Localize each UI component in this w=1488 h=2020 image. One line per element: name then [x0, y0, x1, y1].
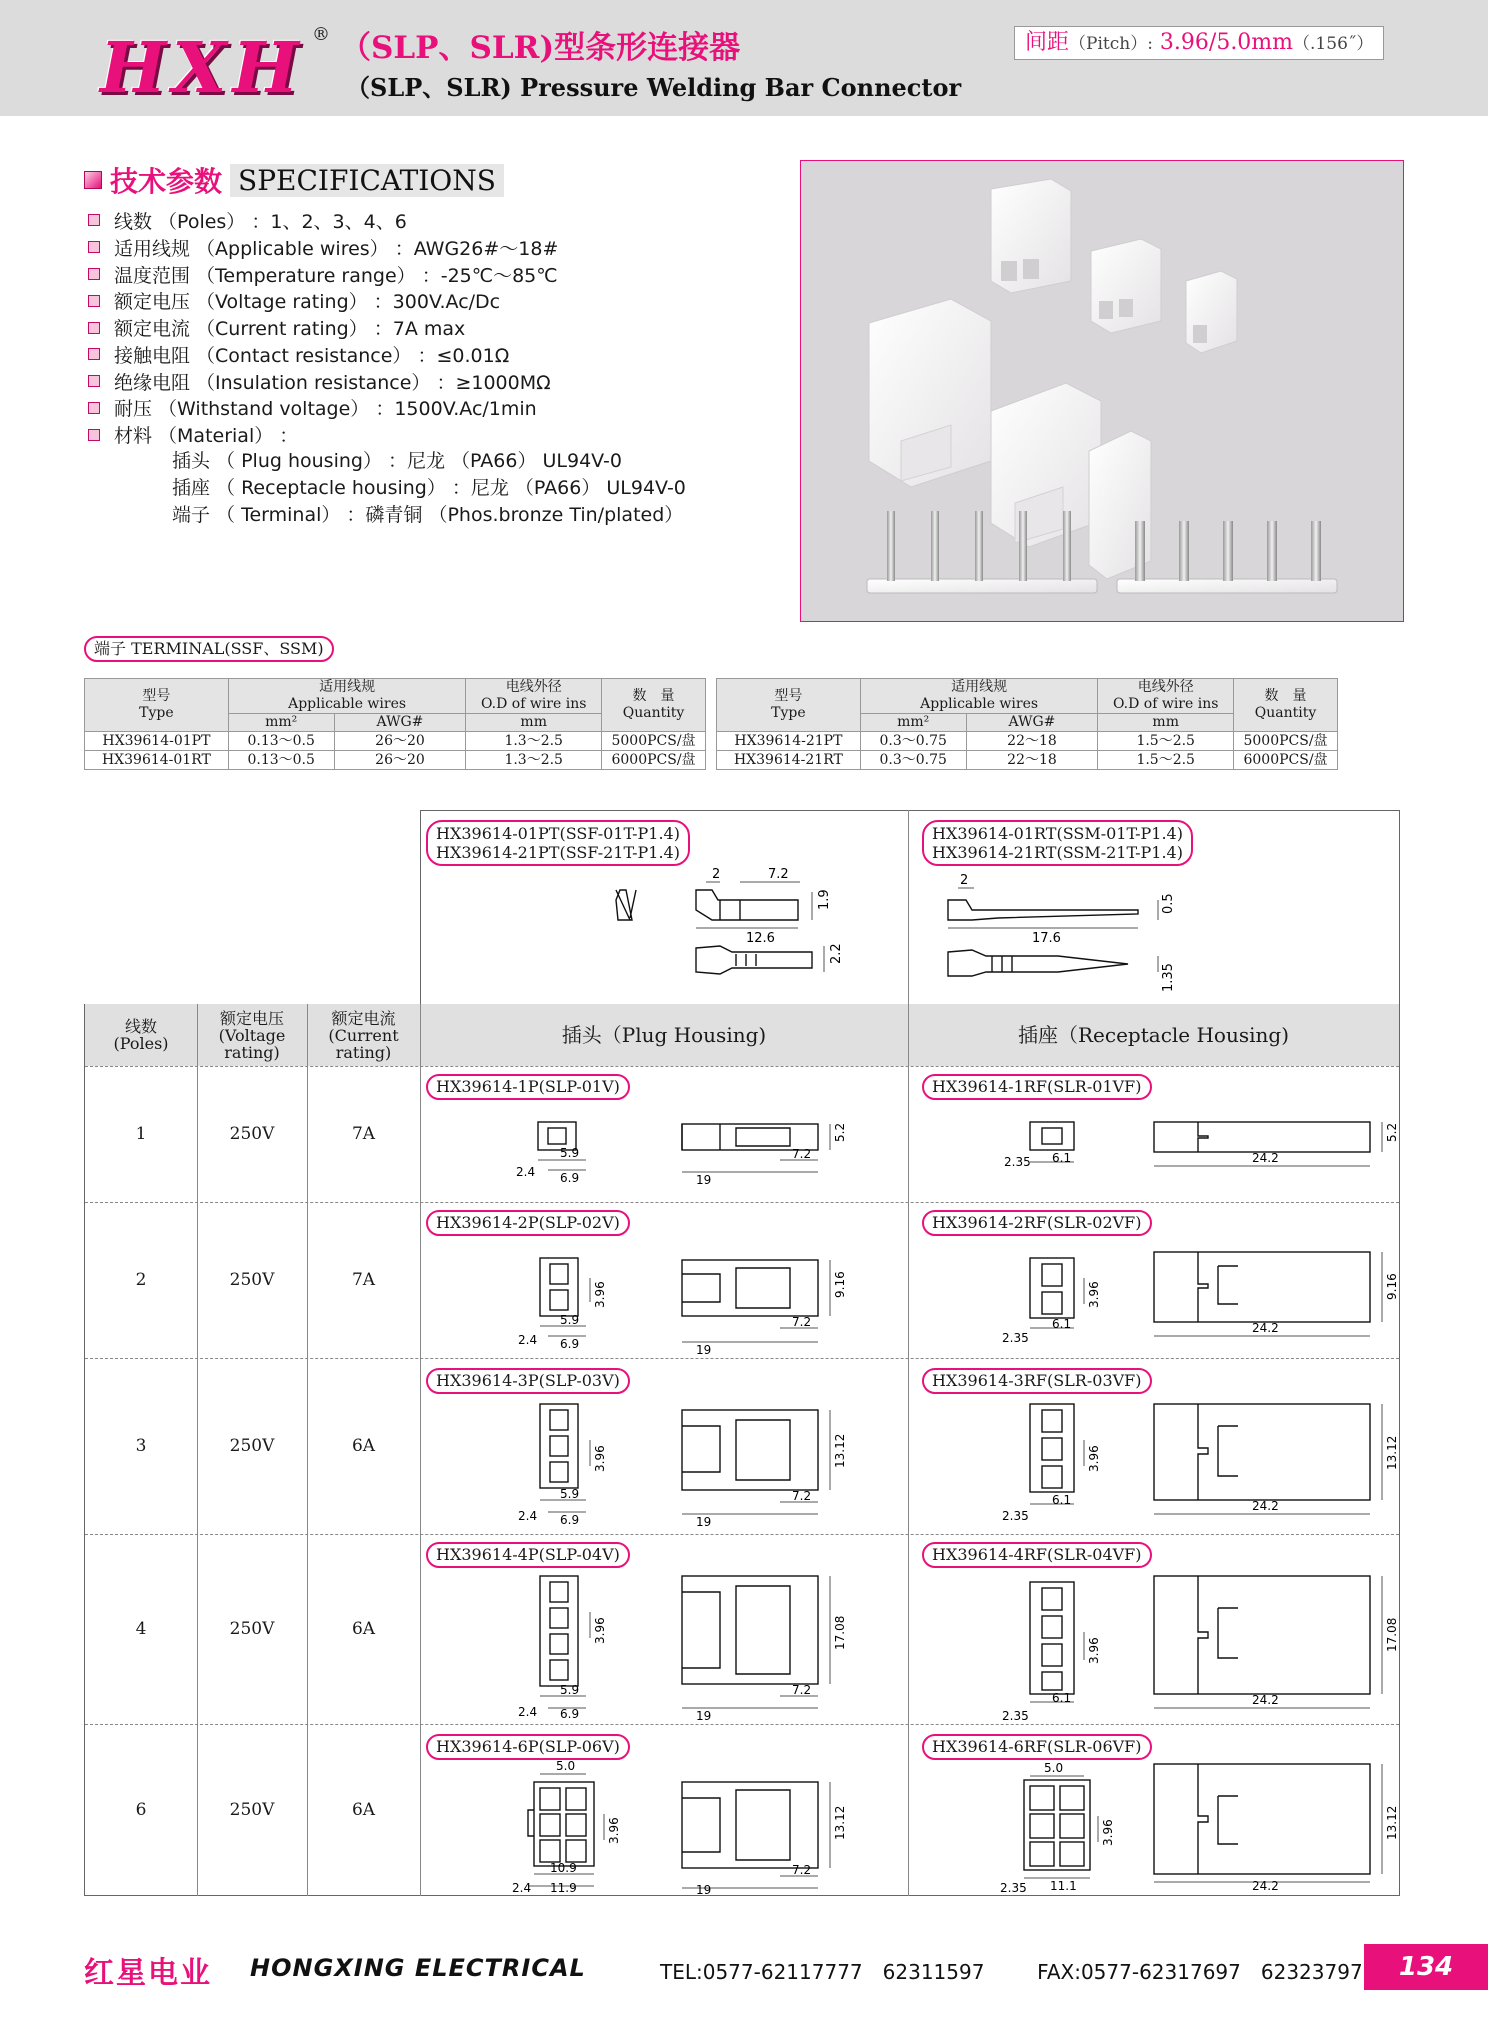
dim-label: 13.12 — [1385, 1435, 1399, 1470]
spec-text: 温度范围 （Temperature range） ：-25℃～85℃ — [114, 264, 558, 287]
dim-label: 2 — [712, 867, 721, 882]
dim-label: 3.96 — [1087, 1281, 1101, 1308]
table-row: HX39614-21PT 0.3～0.75 22～18 1.5～2.5 5000PCS/盘 — [717, 732, 1338, 751]
th-poles: 线数 (Poles) — [85, 1004, 197, 1066]
dim-label: 6.9 — [560, 1707, 580, 1721]
dim-label: 2.4 — [518, 1509, 538, 1523]
dim-label: 11.1 — [1050, 1879, 1077, 1893]
plug-1p-drawing — [420, 1110, 908, 1200]
cell-voltage: 250V — [229, 1800, 275, 1820]
dim-label: 2.35 — [1004, 1155, 1031, 1169]
square-bullet-icon — [88, 375, 100, 387]
cell-poles: 1 — [135, 1124, 147, 1144]
spec-text: 材料 （Material） ： — [114, 425, 299, 448]
dim-label: 9.16 — [833, 1271, 847, 1298]
cell-current: 6A — [351, 1436, 376, 1456]
dim-label: 5.9 — [560, 1487, 580, 1501]
receptacle-part-label: HX39614-2RF(SLR-02VF) — [922, 1210, 1152, 1236]
spec-item — [88, 421, 788, 448]
spec-item — [88, 395, 788, 422]
dim-label: 6.1 — [1052, 1691, 1072, 1705]
square-bullet-icon — [88, 322, 100, 334]
connector-photo-illustration — [801, 161, 1404, 622]
receptacle-6p-drawing — [908, 1760, 1400, 1894]
dim-label: 6.1 — [1052, 1493, 1072, 1507]
dim-label: 1.35 — [1161, 963, 1176, 992]
table-row: HX39614-21RT 0.3～0.75 22～18 1.5～2.5 6000PCS/盘 — [717, 751, 1338, 770]
terminal-table-right — [716, 678, 1338, 770]
cell-current: 6A — [351, 1619, 376, 1639]
th-mm: mm — [1098, 714, 1234, 732]
page-title-en: （SLP、SLR) Pressure Welding Bar Connector — [346, 73, 962, 102]
square-bullet-icon — [88, 214, 100, 226]
page-number: 134 — [1364, 1944, 1488, 1990]
cell-poles: 2 — [135, 1270, 147, 1290]
dim-label: 7.2 — [768, 867, 789, 882]
material-plug: 插头 （ Plug housing） ：尼龙 （PA66） UL94V-0 — [172, 450, 622, 473]
cell-current: 7A — [351, 1270, 376, 1290]
cell-voltage: 250V — [229, 1124, 275, 1144]
receptacle-3p-drawing — [908, 1400, 1400, 1532]
dim-label: 24.2 — [1252, 1879, 1279, 1893]
dim-label: 19 — [696, 1709, 712, 1722]
receptacle-3p-shape — [869, 299, 991, 487]
terminal-table-left — [84, 678, 706, 770]
receptacle-2p-drawing — [908, 1244, 1400, 1356]
footer-brand-en: HONGXING ELECTRICAL — [250, 1954, 586, 1982]
square-bullet-icon — [84, 171, 102, 189]
spec-item — [88, 261, 788, 288]
dim-label: 3.96 — [593, 1617, 607, 1644]
cell-poles: 3 — [135, 1436, 147, 1456]
dim-label: 2.4 — [512, 1881, 532, 1894]
footer-brand-cn: 红星电业 — [84, 1956, 212, 1991]
th-plug-housing: 插头（Plug Housing) — [420, 1004, 908, 1066]
spec-item — [88, 234, 788, 261]
dim-label: 11.9 — [550, 1881, 577, 1894]
dim-label: 5.9 — [560, 1683, 580, 1697]
spec-item — [88, 207, 788, 234]
brand-logo: HXH — [100, 26, 305, 109]
square-bullet-icon — [88, 429, 100, 441]
square-bullet-icon — [88, 295, 100, 307]
th-current: 额定电流 (Current rating) — [307, 1004, 420, 1066]
dim-label: 7.2 — [792, 1863, 812, 1877]
receptacle-part-label: HX39614-6RF(SLR-06VF) — [922, 1734, 1152, 1760]
plug-3p-shape — [991, 179, 1071, 293]
dim-label: 10.9 — [550, 1861, 577, 1875]
cell-poles: 4 — [135, 1619, 147, 1639]
spec-item — [88, 341, 788, 368]
receptacle-1p-drawing — [908, 1110, 1400, 1200]
spec-item — [88, 314, 788, 341]
dim-label: 3.96 — [1101, 1819, 1115, 1846]
dim-label: 2.2 — [829, 943, 844, 964]
th-qty: 数 量 Quantity — [602, 679, 706, 732]
receptacle-2p-shape — [991, 383, 1101, 547]
dim-label: 6.1 — [1052, 1151, 1072, 1165]
dim-label: 19 — [696, 1173, 712, 1187]
th-wires: 适用线规 Applicable wires — [228, 679, 466, 714]
th-od: 电线外径 O.D of wire ins — [1098, 679, 1234, 714]
dim-label: 0.5 — [1161, 893, 1176, 914]
dim-label: 24.2 — [1252, 1499, 1279, 1513]
th-awg: AWG# — [334, 714, 466, 732]
cell-voltage: 250V — [229, 1619, 275, 1639]
terminal-label-ssf: HX39614-01PT(SSF-01T-P1.4) HX39614-21PT(SSF-21T-P1.4) — [426, 820, 690, 866]
plug-part-label: HX39614-4P(SLP-04V) — [426, 1542, 630, 1568]
dim-label: 19 — [696, 1343, 712, 1356]
pitch-value: 3.96/5.0mm — [1159, 30, 1294, 55]
terminal-section-label: 端子 TERMINAL(SSF、SSM) — [84, 636, 334, 662]
th-od: 电线外径 O.D of wire ins — [466, 679, 602, 714]
th-receptacle-housing: 插座（Receptacle Housing) — [908, 1004, 1399, 1066]
receptacle-part-label: HX39614-4RF(SLR-04VF) — [922, 1542, 1152, 1568]
spec-text: 绝缘电阻 （Insulation resistance） ：≥1000MΩ — [114, 371, 551, 394]
plug-1p-shape — [1186, 271, 1237, 353]
square-bullet-icon — [88, 241, 100, 253]
plug-part-label: HX39614-2P(SLP-02V) — [426, 1210, 630, 1236]
footer-tel: TEL:0577-62117777 62311597 — [660, 1960, 985, 1984]
dim-label: 6.9 — [560, 1337, 580, 1351]
table-row: HX39614-01PT 0.13～0.5 26～20 1.3～2.5 5000PCS/盘 — [85, 732, 706, 751]
th-mm2: mm² — [228, 714, 334, 732]
plug-part-label: HX39614-3P(SLP-03V) — [426, 1368, 630, 1394]
th-type: 型号 Type — [85, 679, 229, 732]
spec-text: 额定电流 （Current rating） ：7A max — [114, 318, 466, 341]
dim-label: 6.9 — [560, 1171, 580, 1185]
dim-label: 7.2 — [792, 1147, 812, 1161]
plug-4p-drawing — [420, 1572, 908, 1722]
th-wires: 适用线规 Applicable wires — [860, 679, 1098, 714]
dim-label: 2.4 — [516, 1165, 536, 1179]
plug-part-label: HX39614-1P(SLP-01V) — [426, 1074, 630, 1100]
plug-6p-drawing — [420, 1760, 908, 1894]
dim-label: 17.08 — [833, 1615, 847, 1650]
cell-voltage: 250V — [229, 1270, 275, 1290]
cell-voltage: 250V — [229, 1436, 275, 1456]
pitch-box — [1014, 26, 1384, 60]
pitch-label-en: （Pitch）: — [1069, 34, 1153, 54]
th-type: 型号 Type — [717, 679, 861, 732]
dim-label: 2.35 — [1000, 1881, 1027, 1894]
plug-2p-shape — [1091, 239, 1161, 333]
product-photo — [800, 160, 1404, 622]
square-bullet-icon — [88, 402, 100, 414]
dim-label: 3.96 — [593, 1281, 607, 1308]
spec-item — [88, 287, 788, 314]
material-receptacle: 插座 （ Receptacle housing） ：尼龙 （PA66） UL94V-0 — [172, 476, 686, 499]
dim-label: 5.9 — [560, 1313, 580, 1327]
receptacle-part-label: HX39614-1RF(SLR-01VF) — [922, 1074, 1152, 1100]
dim-label: 5.9 — [560, 1146, 580, 1160]
dim-label: 13.12 — [833, 1433, 847, 1468]
plug-part-label: HX39614-6P(SLP-06V) — [426, 1734, 630, 1760]
dim-label: 7.2 — [792, 1683, 812, 1697]
dim-label: 2.4 — [518, 1333, 538, 1347]
dim-label: 2.35 — [1002, 1331, 1029, 1345]
dim-label: 19 — [696, 1515, 712, 1529]
dim-label: 24.2 — [1252, 1321, 1279, 1335]
material-terminal: 端子 （ Terminal） ：磷青铜 （Phos.bronze Tin/plated） — [172, 503, 684, 526]
th-qty: 数 量 Quantity — [1234, 679, 1338, 732]
dim-label: 1.9 — [817, 889, 832, 910]
dim-label: 17.6 — [1032, 931, 1061, 946]
spec-title-en: SPECIFICATIONS — [230, 164, 504, 197]
spec-text: 耐压 （Withstand voltage） ：1500V.Ac/1min — [114, 398, 537, 421]
page-title-cn: （SLP、SLR)型条形连接器 — [340, 30, 741, 66]
cell-current: 6A — [351, 1800, 376, 1820]
spec-item — [88, 368, 788, 395]
table-row: HX39614-01RT 0.13～0.5 26～20 1.3～2.5 6000PCS/盘 — [85, 751, 706, 770]
plug-2p-drawing — [420, 1244, 908, 1356]
th-awg: AWG# — [966, 714, 1098, 732]
footer-fax: FAX:0577-62317697 62323797 — [1037, 1960, 1363, 1984]
spec-list — [88, 207, 788, 529]
ssm-terminal-drawing — [908, 860, 1400, 1000]
dim-label: 2 — [960, 873, 969, 888]
spec-text: 额定电压 （Voltage rating） ：300V.Ac/Dc — [114, 291, 501, 314]
plug-3p-drawing — [420, 1400, 908, 1532]
footer-contact — [660, 1956, 1363, 1985]
spec-text: 适用线规 （Applicable wires） ：AWG26#～18# — [114, 237, 559, 260]
specifications-heading — [84, 160, 504, 200]
dim-label: 5.2 — [1385, 1122, 1399, 1142]
dim-label: 19 — [696, 1883, 712, 1894]
dim-label: 13.12 — [1385, 1805, 1399, 1840]
spec-text: 线数 （Poles） ：1、2、3、4、6 — [114, 210, 407, 233]
terminal-label-ssm: HX39614-01RT(SSM-01T-P1.4) HX39614-21RT(SSM-21T-P1.4) — [922, 820, 1193, 866]
dim-label: 9.16 — [1385, 1273, 1399, 1300]
th-voltage: 额定电压 (Voltage rating) — [197, 1004, 307, 1066]
dim-label: 13.12 — [833, 1805, 847, 1840]
dim-label: 2.35 — [1002, 1509, 1029, 1523]
spec-title-cn: 技术参数 — [110, 165, 223, 198]
dim-label: 24.2 — [1252, 1151, 1279, 1165]
dim-label: 5.0 — [556, 1760, 576, 1773]
dim-label: 7.2 — [792, 1489, 812, 1503]
dim-label: 5.0 — [1044, 1761, 1064, 1775]
th-mm2: mm² — [860, 714, 966, 732]
cell-current: 7A — [351, 1124, 376, 1144]
spec-text: 接触电阻 （Contact resistance） ：≤0.01Ω — [114, 344, 510, 367]
dim-label: 7.2 — [792, 1315, 812, 1329]
dim-label: 5.2 — [833, 1122, 847, 1142]
dim-label: 3.96 — [1087, 1445, 1101, 1472]
registered-mark: ® — [312, 24, 330, 45]
dim-label: 3.96 — [607, 1817, 621, 1844]
dim-label: 2.4 — [518, 1705, 538, 1719]
dim-label: 2.35 — [1002, 1709, 1029, 1722]
dim-label: 24.2 — [1252, 1693, 1279, 1707]
ssf-terminal-drawing — [420, 860, 908, 1000]
square-bullet-icon — [88, 268, 100, 280]
pitch-label-cn: 间距 — [1025, 30, 1070, 55]
dim-label: 3.96 — [593, 1445, 607, 1472]
th-mm: mm — [466, 714, 602, 732]
square-bullet-icon — [88, 348, 100, 360]
receptacle-4p-drawing — [908, 1572, 1400, 1722]
cell-poles: 6 — [135, 1800, 147, 1820]
dim-label: 3.96 — [1087, 1637, 1101, 1664]
dim-label: 6.1 — [1052, 1317, 1072, 1331]
dim-label: 17.08 — [1385, 1617, 1399, 1652]
dim-label: 6.9 — [560, 1513, 580, 1527]
dim-label: 12.6 — [746, 931, 775, 946]
receptacle-part-label: HX39614-3RF(SLR-03VF) — [922, 1368, 1152, 1394]
pitch-inch: （.156˝） — [1293, 34, 1374, 54]
